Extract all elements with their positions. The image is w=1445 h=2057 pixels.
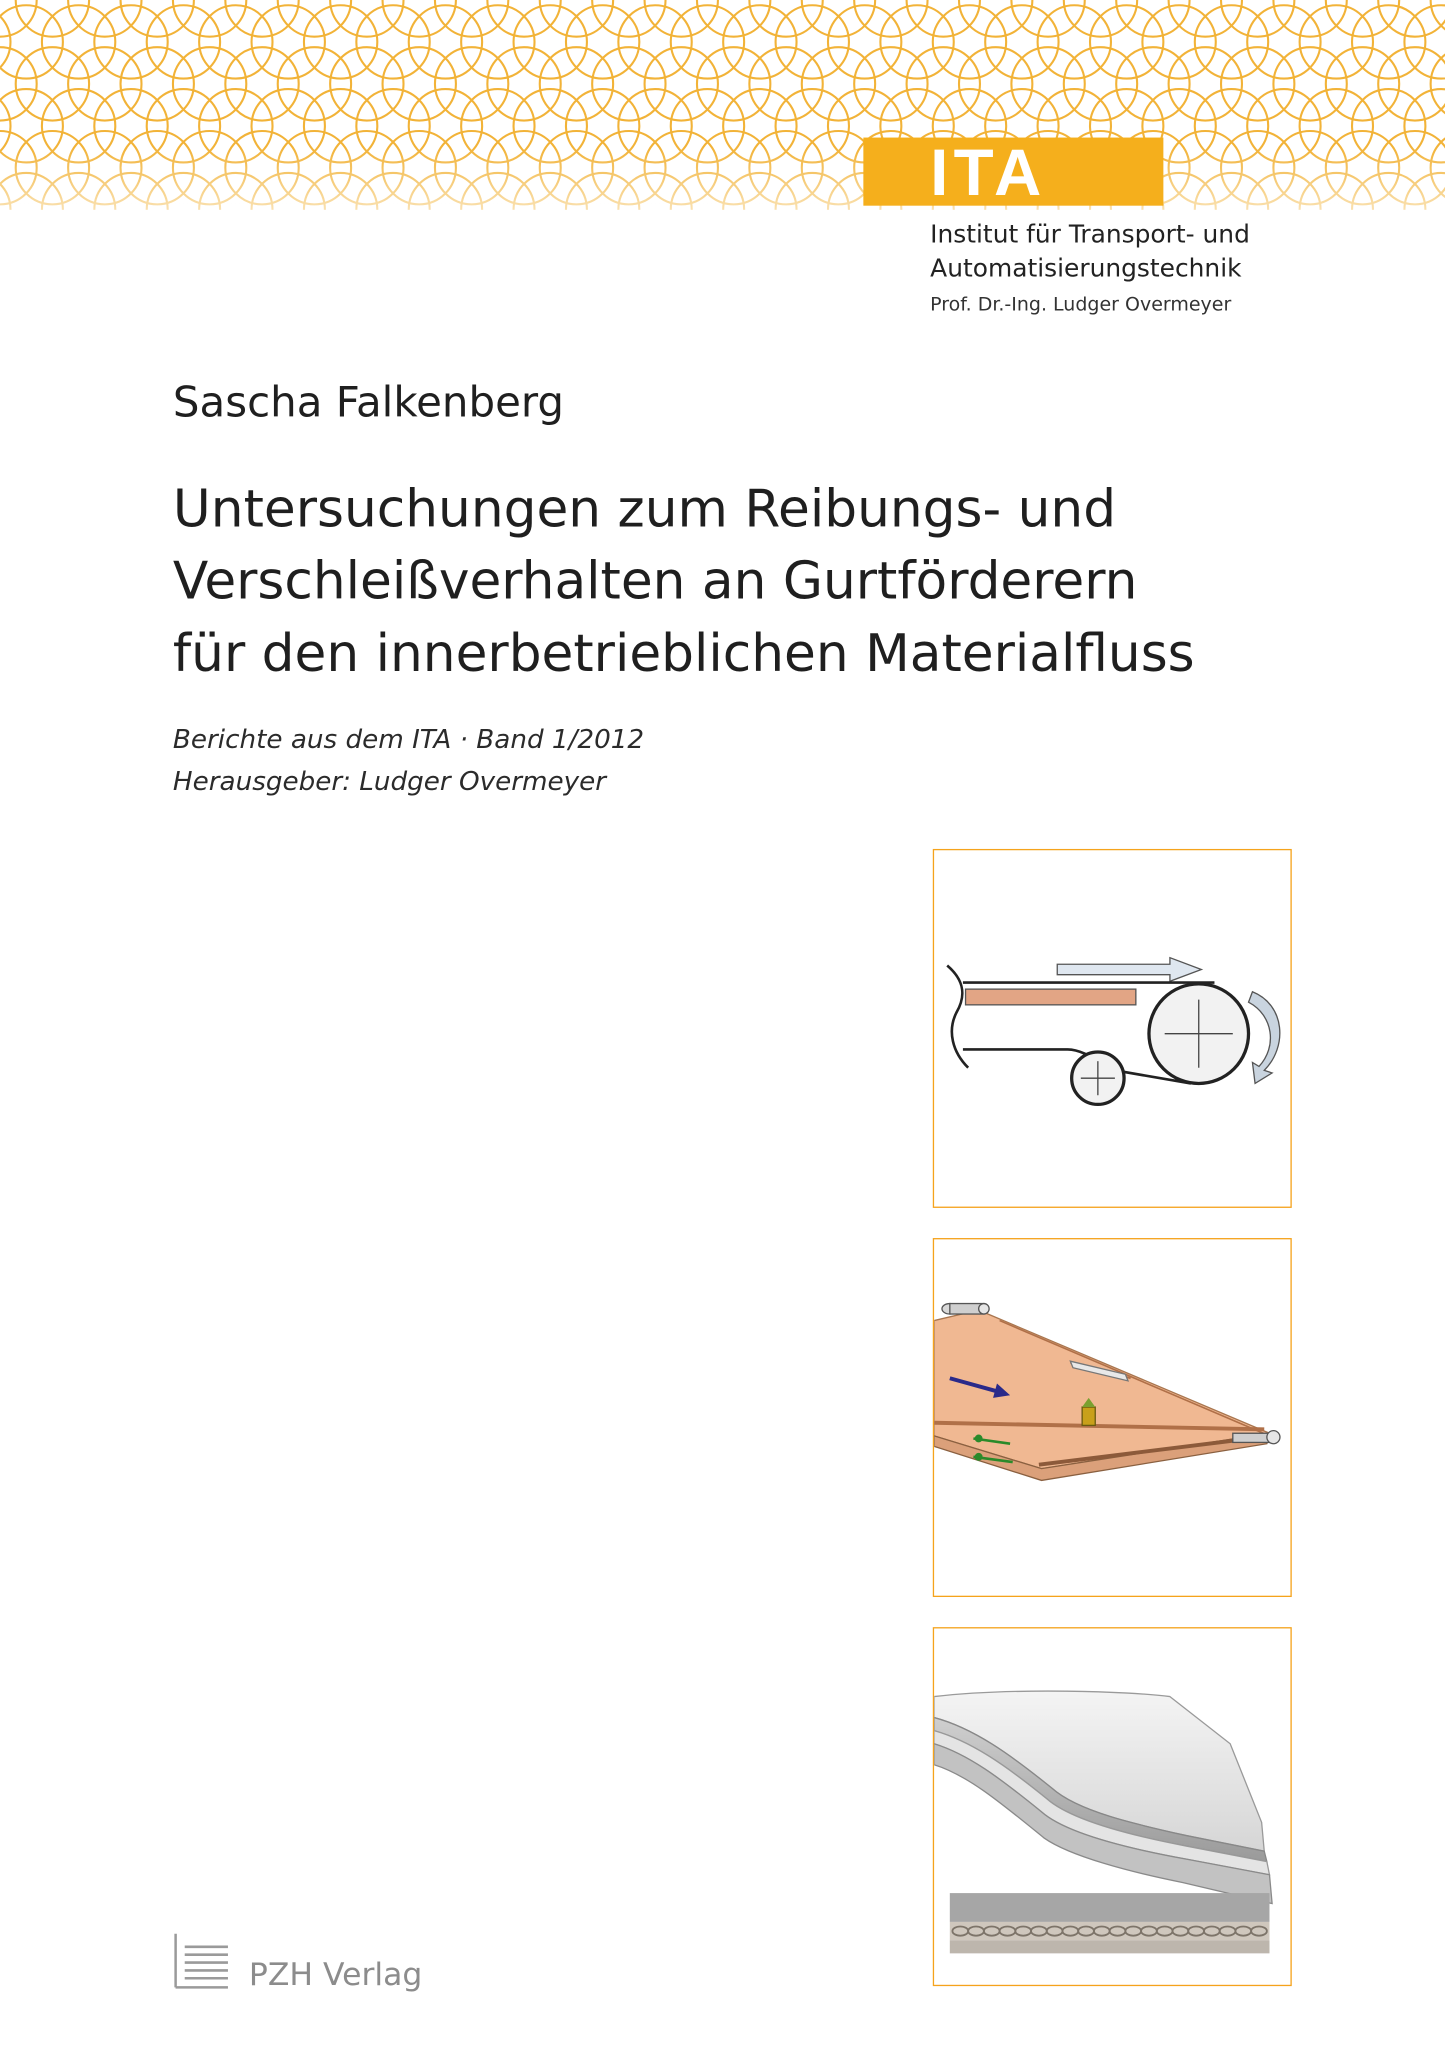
book-title	[173, 474, 1247, 690]
author-name: Sascha Falkenberg	[172, 377, 564, 428]
title-line-2: Verschleißverhalten an Gurtförderern	[172, 551, 1138, 612]
belt-layers-figure	[933, 1627, 1292, 1986]
title-line-3: für den innerbetrieblichen Materialfluss	[172, 623, 1195, 684]
inclined-conveyor-illustration	[934, 1239, 1292, 1597]
institute-name	[930, 217, 1428, 285]
ita-logo: ITA	[930, 136, 1047, 210]
series-info: Berichte aus dem ITA · Band 1/2012	[172, 723, 645, 755]
editor-info: Herausgeber: Ludger Overmeyer	[172, 765, 607, 797]
decorative-pattern	[0, 0, 1445, 210]
belt-drive-illustration	[934, 850, 1292, 1208]
publisher-name: PZH Verlag	[248, 1955, 423, 1993]
belt-drive-schematic-figure	[933, 849, 1292, 1208]
institute-professor: Prof. Dr.-Ing. Ludger Overmeyer	[930, 294, 1232, 316]
institute-line-2: Automatisierungstechnik	[930, 254, 1242, 283]
inclined-conveyor-figure	[933, 1238, 1292, 1597]
title-line-1: Untersuchungen zum Reibungs- und	[172, 479, 1117, 540]
belt-layers-illustration	[934, 1628, 1292, 1986]
institute-line-1: Institut für Transport- und	[930, 220, 1250, 249]
stacked-lines-icon	[174, 1931, 229, 1989]
